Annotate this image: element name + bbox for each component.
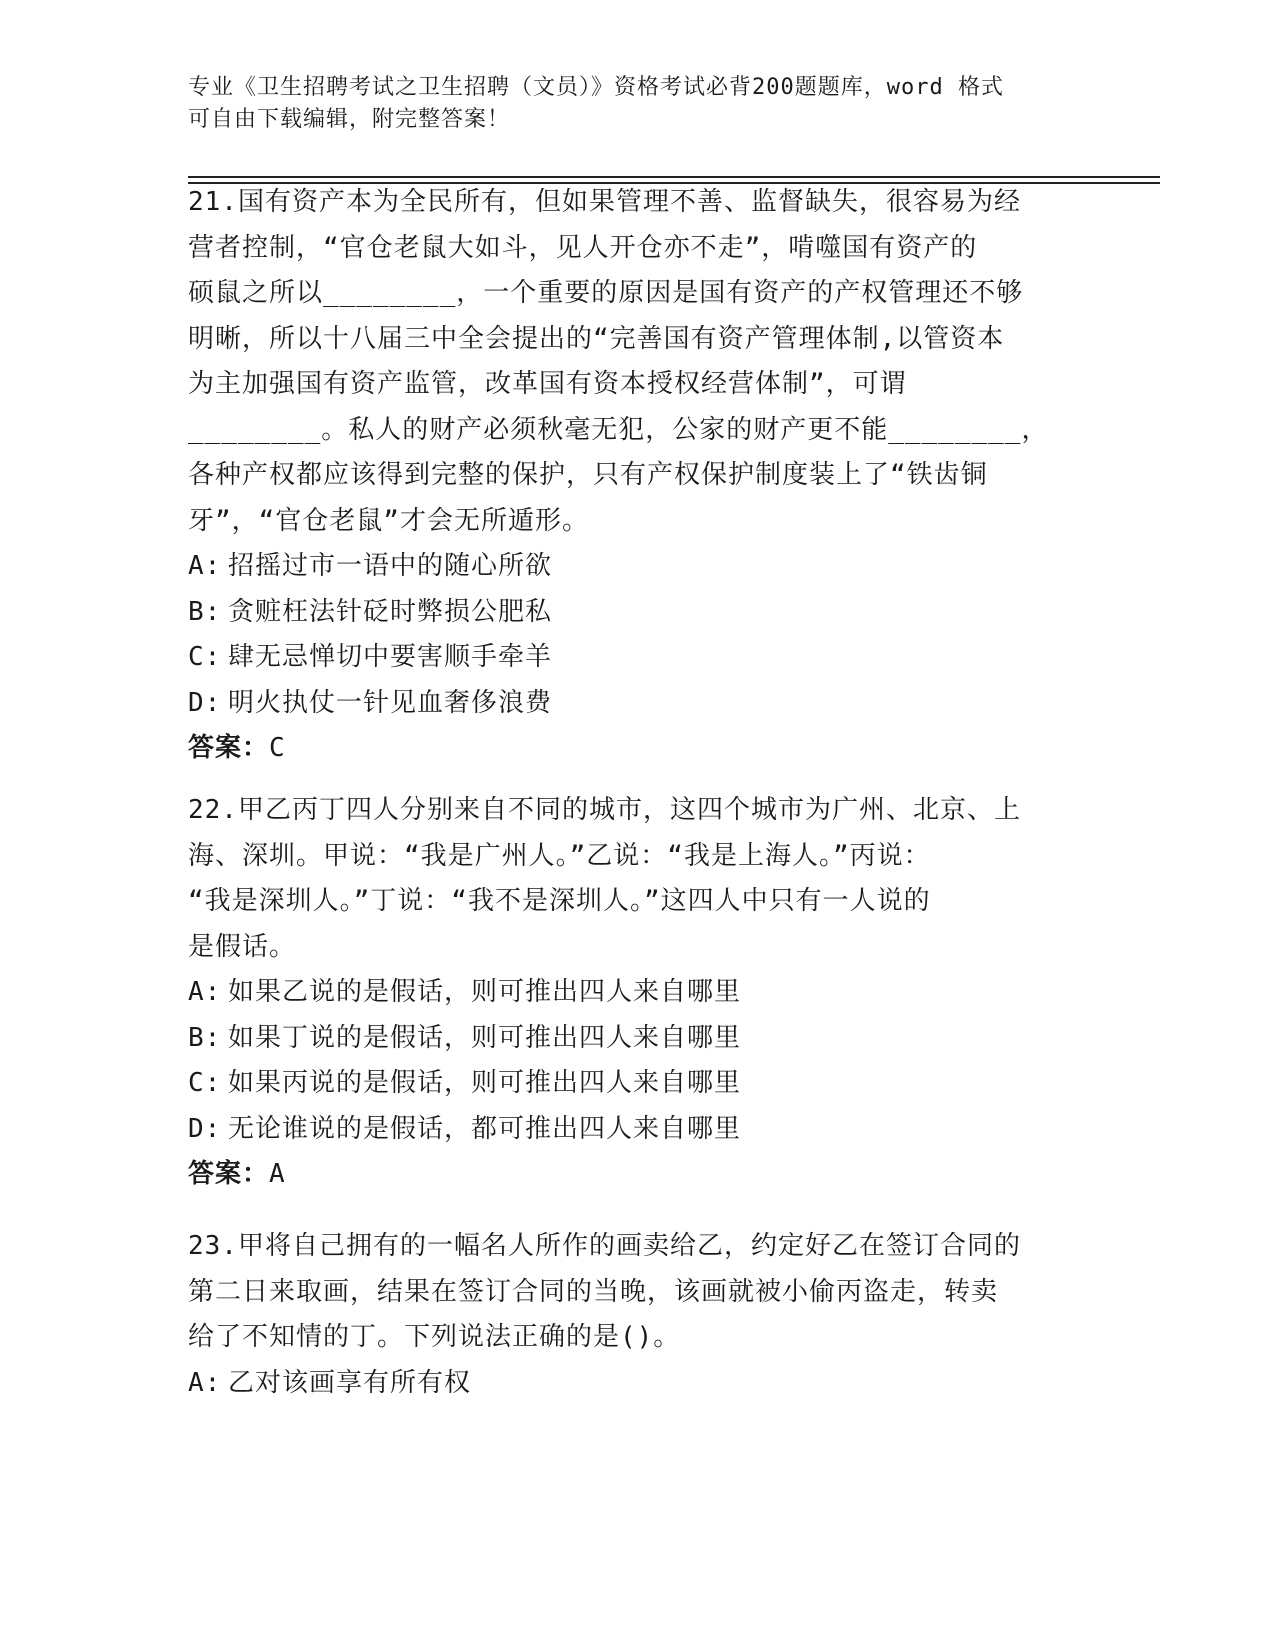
option-text: 如果乙说的是假话，则可推出四人来自哪里 xyxy=(228,977,742,1007)
option-letter: A: xyxy=(188,551,222,581)
option-a xyxy=(188,970,1088,1016)
option-letter: D: xyxy=(188,1113,222,1144)
option-letter: B: xyxy=(188,596,222,627)
option-letter: D: xyxy=(188,687,222,718)
question-text-line: 为主加强国有资产监管，改革国有资本授权经营体制”，可谓 xyxy=(188,369,907,399)
option-d xyxy=(188,1107,1088,1153)
question-text-line: ________。私人的财产必须秋毫无犯，公家的财产更不能________， xyxy=(188,414,1049,445)
option-text: 无论谁说的是假话，都可推出四人来自哪里 xyxy=(228,1113,742,1144)
answer-value: C xyxy=(269,733,286,763)
question-text-line: 第二日来取画，结果在签订合同的当晚，该画就被小偷丙盗走，转卖 xyxy=(188,1276,999,1307)
answer-label: 答案： xyxy=(188,733,270,763)
answer-line xyxy=(188,1152,1088,1198)
option-text: 肆无忌惮切中要害顺手牵羊 xyxy=(228,642,553,672)
option-text: 乙对该画享有所有权 xyxy=(228,1367,472,1398)
question-22 xyxy=(188,788,1088,1198)
answer-line xyxy=(188,726,1088,772)
option-letter: B: xyxy=(188,1022,222,1053)
answer-label: 答案： xyxy=(188,1159,270,1189)
option-d xyxy=(188,681,1088,727)
option-text: 明火执仗一针见血奢侈浪费 xyxy=(228,687,553,718)
option-letter: C: xyxy=(188,1068,222,1098)
option-b xyxy=(188,1016,1088,1062)
document-header xyxy=(188,72,1068,136)
question-text-line: 22.甲乙丙丁四人分别来自不同的城市，这四个城市为广州、北京、上 xyxy=(188,795,1021,825)
question-21 xyxy=(188,180,1088,772)
option-a xyxy=(188,544,1088,590)
question-23 xyxy=(188,1224,1088,1406)
question-text-line: 各种产权都应该得到完整的保护，只有产权保护制度装上了“铁齿铜 xyxy=(188,460,988,490)
option-text: 贪赃枉法针砭时弊损公肥私 xyxy=(228,596,553,627)
question-text-line: 21.国有资产本为全民所有，但如果管理不善、监督缺失，很容易为经 xyxy=(188,187,1021,217)
option-letter: A: xyxy=(188,977,222,1007)
question-text-line: 硕鼠之所以________，一个重要的原因是国有资产的产权管理还不够 xyxy=(188,278,1024,308)
option-letter: C: xyxy=(188,642,222,672)
option-a xyxy=(188,1361,1088,1407)
question-text-line: 牙”，“官仓老鼠”才会无所遁形。 xyxy=(188,505,589,536)
option-c xyxy=(188,1061,1088,1107)
question-text-line: “我是深圳人。”丁说：“我不是深圳人。”这四人中只有一人说的 xyxy=(188,886,931,916)
header-line: 可自由下载编辑，附完整答案！ xyxy=(188,107,511,132)
option-letter: A: xyxy=(188,1367,222,1398)
option-b xyxy=(188,590,1088,636)
question-text-line: 营者控制，“官仓老鼠大如斗，见人开仓亦不走”，啃噬国有资产的 xyxy=(188,232,978,263)
header-divider-top xyxy=(188,176,1160,178)
option-text: 如果丁说的是假话，则可推出四人来自哪里 xyxy=(228,1022,742,1053)
option-text: 招摇过市一语中的随心所欲 xyxy=(228,551,553,581)
question-text-line: 是假话。 xyxy=(188,931,297,962)
question-text-line: 明晰，所以十八届三中全会提出的“完善国有资产管理体制,以管资本 xyxy=(188,323,1005,354)
option-text: 如果丙说的是假话，则可推出四人来自哪里 xyxy=(228,1068,742,1098)
question-text-line: 23.甲将自己拥有的一幅名人所作的画卖给乙，约定好乙在签订合同的 xyxy=(188,1231,1021,1261)
option-c xyxy=(188,635,1088,681)
answer-value: A xyxy=(269,1159,286,1189)
header-line: 专业《卫生招聘考试之卫生招聘（文员）》资格考试必背200题题库，word 格式 xyxy=(188,75,1004,100)
question-text-line: 给了不知情的丁。下列说法正确的是()。 xyxy=(188,1322,681,1352)
question-text-line: 海、深圳。甲说：“我是广州人。”乙说：“我是上海人。”丙说： xyxy=(188,840,931,871)
